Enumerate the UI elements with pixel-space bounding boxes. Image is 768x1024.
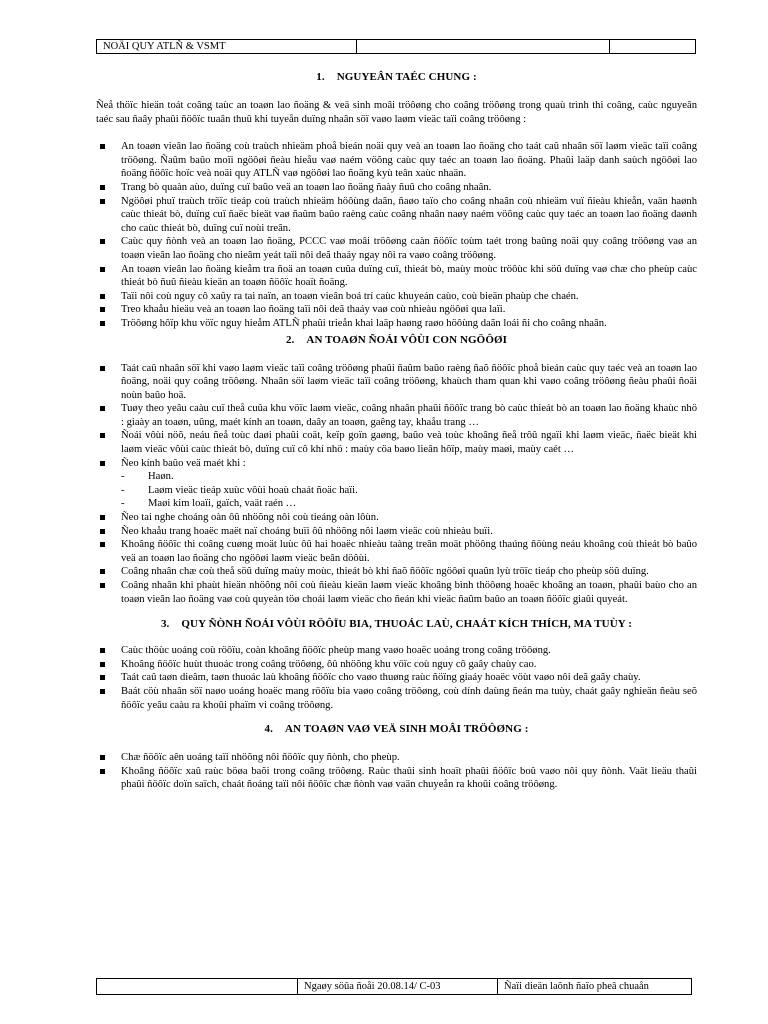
list-item: Taát caû nhaân söï khi vaøo laøm vieäc taïi coâng tröôøng phaûi ñaûm baûo raèng ñaõ ñöôïc phoå bieán caùc quy taéc veà an toaøn lao ñoäng, noäi quy coâng tröôøng. Nhaân söï laøm vieäc taïi coâng tröôøng, khaùch tham quan khi vaøo coâng tröôøng ñeàu phaûi ñoäi noùn baûo hoä. [96,362,697,403]
footer-left-cell [97,979,298,994]
section-number: 4. [264,723,273,736]
section-number: 1. [316,71,325,83]
list-item-text: Ñeo kính baûo veä maét khi : [121,457,246,469]
page-header [96,39,696,54]
list-item: Trang bò quaàn aùo, duïng cuï baûo veä an toaøn lao ñoäng ñaày ñuû cho coâng nhaân. [96,181,697,195]
page-footer [96,978,692,995]
section-3-list [96,644,697,712]
list-item: Ñeo khaåu trang hoaëc maët naï choáng buïi ôû nhöõng nôi laøm vieäc coù nhieàu buïi. [96,525,697,539]
section-2-list [96,362,697,607]
list-item: An toaøn vieân lao ñoäng coù traùch nhieäm phoå bieán noäi quy veà an toaøn lao ñoäng cho taát caû nhaân söï laøm vieäc taïi coâng tröôøng. Ñaûm baûo moïi ngöôøi ñeàu hieåu vaø naém vöõng caùc quy taéc an toaøn lao ñoäng. Phaûi laäp danh saùch ngöôøi lao ñoäng ñöôïc hoïc veà noäi quy ATLÑ vaø ngöôøi lao ñoäng kyù teân xaùc nhaän. [96,140,697,181]
list-item: Tuøy theo yeâu caàu cuï theå cuûa khu vöïc laøm vieäc, coâng nhaân phaûi ñöôïc trang bò caùc thieát bò an toaøn lao ñoäng khaùc nhö : giaày an toaøn, uûng, maét kính an toaøn, daây an toaøn, gaêng tay, khaåu trang … [96,402,697,429]
section-2-title [96,333,697,348]
sub-list-item: - Haøn. [121,470,697,484]
list-item: Caùc quy ñònh veà an toaøn lao ñoäng, PCCC vaø moâi tröôøng caàn ñöôïc toùm taét trong baûng noäi quy coâng tröôøng vaø an toaøn vieân lao ñoäng cho nieâm yeát taïi nôi deã thaáy ngay nôi ra vaøo coâng tröôøng. [96,235,697,262]
list-item: Coâng nhaân chæ coù theå söû duïng maùy moùc, thieát bò khi ñaõ ñöôïc ngöôøi quaûn lyù tröïc tieáp cho pheùp söû duïng. [96,565,697,579]
list-item: An toaøn vieân lao ñoäng kieåm tra ñoä an toaøn cuûa duïng cuï, thieát bò, maùy moùc tröôùc khi söû duïng vaø chæ cho pheùp caùc thieát bò ñuû ñieàu kieän an toaøn ñöôïc hoaït ñoäng. [96,263,697,290]
section-title-text: NGUYEÂN TAÉC CHUNG : [336,71,477,83]
footer-revision-date: Ngaøy söûa ñoåi 20.08.14/ C-03 [298,979,498,994]
sub-list [121,470,697,511]
section-title-text: AN TOAØN VAØ VEÄ SINH MOÂI TRÖÔØNG : [284,723,529,736]
list-item: Caùc thöùc uoáng coù röôïu, coàn khoâng ñöôïc pheùp mang vaøo hoaëc uoáng trong coâng tröôøng. [96,644,697,658]
section-title-text: QUY ÑÒNH ÑOÁI VÔÙI RÖÔÏU BIA, THUOÁC LAÙ, CHAÁT KÍCH THÍCH, MA TUÙY : [181,618,633,631]
list-item: Ngöôøi phuï traùch tröïc tieáp coù traùch nhieäm höôùng daãn, ñaøo taïo cho coâng nhaân coù nhieäm vuï ñieàu khieån, vaän haønh caùc thieát bò, duïng cuï ñaëc bieät vaø ñaûm baûo raèng caùc coâng nhaân naøy naém vöõng caùc quy taéc an toaøn lao ñoäng daønh cho caùc thieát bò, duïng cuï noùi treân. [96,195,697,236]
list-item: Khoâng ñöôïc thi coâng cuøng moät luùc ôû hai hoaëc nhieàu taàng treân moät phöông thaúng ñöùng neáu khoâng coù thieát bò baûo veä an toaøn lao ñoäng cho ngöôøi laøm vieäc beân döôùi. [96,538,697,565]
section-number: 3. [160,618,170,631]
list-item: Taát caû taøn dieâm, taøn thuoác laù khoâng ñöôïc cho vaøo thuøng raùc ñöïng giaáy hoaëc vöùt vaøo nôi deã gaây chaùy. [96,671,697,685]
list-item: Ñeo tai nghe choáng oàn ôû nhöõng nôi coù tieáng oàn lôùn. [96,511,697,525]
header-right-cell [610,40,695,53]
section-4-title [96,722,697,737]
section-1-list [96,140,697,330]
section-4-list [96,751,697,792]
list-item: Khoâng ñöôïc huùt thuoác trong coâng tröôøng, ôû nhöõng khu vöïc coù nguy cô gaây chaùy cao. [96,658,697,672]
sub-list-item: - Laøm vieäc tieáp xuùc vôùi hoaù chaát ñoäc haïi. [121,484,697,498]
section-1-title [96,70,697,85]
list-item: Tröôøng hôïp khu vöïc nguy hieåm ATLÑ phaûi trieån khai laäp haøng raøo höôùng daãn loái ñi cho coâng nhaân. [96,317,697,331]
list-item: Chæ ñöôïc aên uoáng taïi nhöõng nôi ñöôïc quy ñònh, cho pheùp. [96,751,697,765]
section-title-text: AN TOAØN ÑOÁI VÔÙI CON NGÖÔØI [306,333,508,346]
list-item-eye-protection [96,457,697,511]
sub-list-item: - Maøi kim loaïi, gaïch, vaät raén … [121,497,697,511]
list-item: Treo khaåu hieäu veà an toaøn lao ñoäng taïi nôi deã thaáy vaø coù nhieàu ngöôøi qua laïi. [96,303,697,317]
header-middle-cell [357,40,610,53]
header-title: NOÄI QUY ATLÑ & VSMT [97,40,357,53]
list-item: Coâng nhaân khi phaùt hieän nhöõng nôi coù ñieàu kieän laøm vieäc khoâng bình thöôøng hoaëc khoâng an toaøn, phaûi baùo cho an toaøn vieân lao ñoäng vaø coù quyeàn töø choái laøm vieäc cho ñeán khi vieäc ñaûm baûo an toaøn ñöôïc giaûi quyeát. [96,579,697,606]
section-3-title [96,617,697,632]
list-item: Khoâng ñöôïc xaû raùc böøa baõi trong coâng tröôøng. Raùc thaûi sinh hoaït phaûi ñöôïc boû vaøo nôi quy ñònh. Vaät lieäu thaûi phaûi ñöôïc doïn saïch, chaát ñoáng taïi nôi ñöôïc chæ ñònh vaø vaän chuyeån ra khoûi coâng tröôøng. [96,765,697,792]
section-1-intro: Ñeå thöïc hieän toát coâng taùc an toaøn lao ñoäng & veä sinh moâi tröôøng cho coâng tröôøng trong quaù trình thi coâng, caùc nguyeân taéc sau ñaây phaûi ñöôïc tuaân thuû khi tuyeån duïng nhaân söï vaøo laøm vieäc taïi coâng tröôøng : [96,100,697,125]
footer-approver: Ñaïi dieän laõnh ñaïo pheâ chuaån [504,981,649,992]
list-item: Taïi nôi coù nguy cô xaûy ra tai naïn, an toaøn vieân boá trí caùc khuyeán caùo, coù bieän phaùp che chaén. [96,290,697,304]
section-number: 2. [285,333,295,346]
list-item: Baát cöù nhaân söï naøo uoáng hoaëc mang röôïu bia vaøo coâng tröôøng, coù dính daùng ñeán ma tuùy, chaát gaây nghieän ñeàu seõ ñöôïc yeâu caàu ra khoûi phaïm vi coâng tröôøng. [96,685,697,712]
document-body [96,70,697,792]
list-item: Ñoái vôùi nöõ, neáu ñeå toùc daøi phaûi coät, keïp goïn gaøng, baûo veà toùc khoâng ñeå trôû ngaïi khi laøm vieäc, ñaëc bieät khi laøm vieäc vôùi caùc thieát bò, duïng cuï cô khí nhö : maùy cöa baøo lieân hôïp, maùy maøi, maùy caét … [96,429,697,456]
